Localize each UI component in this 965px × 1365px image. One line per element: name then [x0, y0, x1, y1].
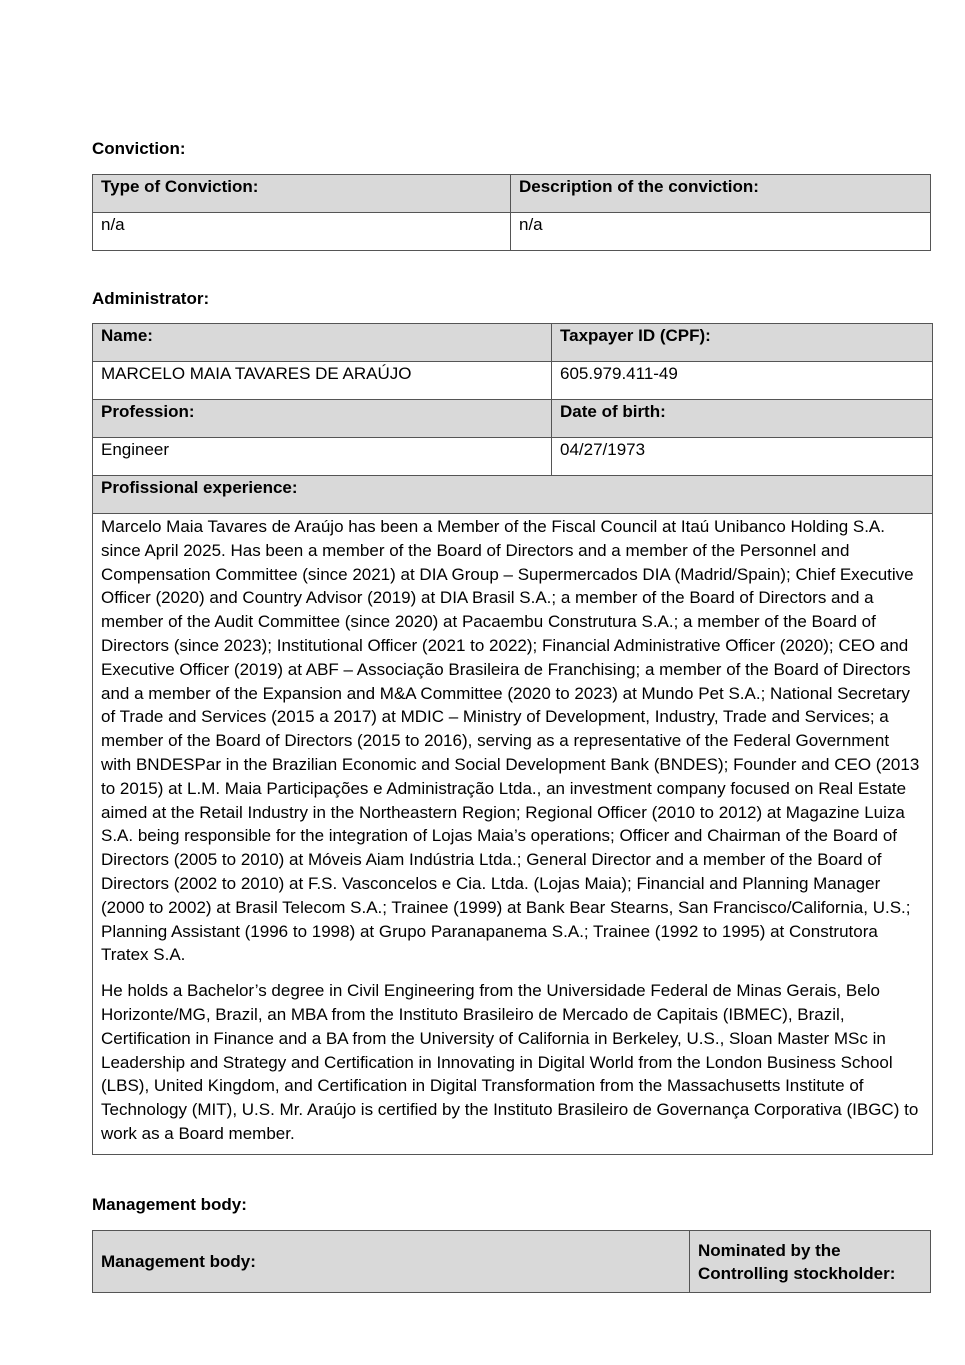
experience-header: Profissional experience:: [93, 476, 933, 514]
cpf-value: 605.979.411-49: [552, 362, 933, 400]
management-body-table: [92, 1230, 931, 1293]
profession-header: Profession:: [93, 400, 552, 438]
conviction-description-value: n/a: [511, 213, 931, 251]
name-value: MARCELO MAIA TAVARES DE ARAÚJO: [93, 362, 552, 400]
conviction-description-header: Description of the conviction:: [511, 175, 931, 213]
conviction-type-value: n/a: [93, 213, 511, 251]
dob-value: 04/27/1973: [552, 438, 933, 476]
education-paragraph: He holds a Bachelor’s degree in Civil Engineering from the Universidade Federal de Minas Gerais, Belo Horizonte/MG, Brazil, an MBA from the Instituto Brasileiro de Mercado de Capitais (IBMEC), Brazil, Certification in Finance and a BA from the University of California in Berkeley, U.S., Sloan Master MSc in Leadership and Strategy and Certification in Innovating in Digital World from the London Business School (LBS), United Kingdom, and Certification in Digital Transformation from the Massachusetts Institute of Technology (MIT), U.S. Mr. Araújo is certified by the Instituto Brasileiro de Governança Corporativa (IBGC) to work as a Board member.: [101, 981, 919, 1143]
management-body-header: Management body:: [93, 1231, 690, 1293]
nominated-by-controlling-header: Nominated by the Controlling stockholder:: [690, 1231, 931, 1293]
conviction-title: Conviction:: [92, 139, 186, 158]
conviction-table: [92, 174, 931, 251]
management-body-title: Management body:: [92, 1195, 247, 1214]
dob-header: Date of birth:: [552, 400, 933, 438]
experience-paragraph: Marcelo Maia Tavares de Araújo has been a Member of the Fiscal Council at Itaú Unibanco Holding S.A. since April 2025. Has been a member of the Board of Directors and a member of the Personnel and Compensation Committee (since 2021) at DIA Group – Supermercados DIA (Madrid/Spain); Chief Executive Officer (2020) and Country Advisor (2019) at DIA Brasil S.A.; a member of the Board of Directors and a member of the Audit Committee (since 2020) at Pacaembu Construtura S.A.; a member of the Board of Directors (since 2023); Institutional Officer (2021 to 2022); Financial Administrative Officer (2020); CEO and Executive Officer (2019) at ABF – Associação Brasileira de Franchising; a member of the Board of Directors and a member of the Expansion and M&A Committee (2020 to 2023) at Mundo Pet S.A.; National Secretary of Trade and Services (2015 a 2017) at MDIC – Ministry of Development, Industry, Trade and Services; a member of the Board of Directors (2015 to 2016), serving as a representative of the Federal Government with BNDESPar in the Brazilian Economic and Social Development Bank (BNDES); Founder and CEO (2013 to 2015) at L.M. Maia Participações e Administração Ltda., an investment company focused on Real Estate aimed at the Retail Industry in the Northeastern Region; Regional Officer (2010 to 2012) at Magazine Luiza S.A. being responsible for the integration of Lojas Maia’s operations; Officer and Chairman of the Board of Directors (2005 to 2010) at Móveis Aiam Indústria Ltda.; General Director and a member of the Board of Directors (2002 to 2010) at F.S. Vasconcelos e Cia. Ltda. (Lojas Maia); Financial and Planning Manager (2000 to 2002) at Brasil Telecom S.A.; Trainee (1999) at Bank Bear Stearns, San Francisco/California, U.S.; Planning Assistant (1996 to 1998) at Grupo Paranapanema S.A.; Trainee (1992 to 1995) at Construtora Tratex S.A.: [101, 517, 920, 965]
conviction-type-header: Type of Conviction:: [93, 175, 511, 213]
cpf-header: Taxpayer ID (CPF):: [552, 324, 933, 362]
administrator-title: Administrator:: [92, 289, 210, 308]
name-header: Name:: [93, 324, 552, 362]
experience-content: [93, 514, 933, 1155]
profession-value: Engineer: [93, 438, 552, 476]
administrator-table: [92, 323, 933, 1155]
